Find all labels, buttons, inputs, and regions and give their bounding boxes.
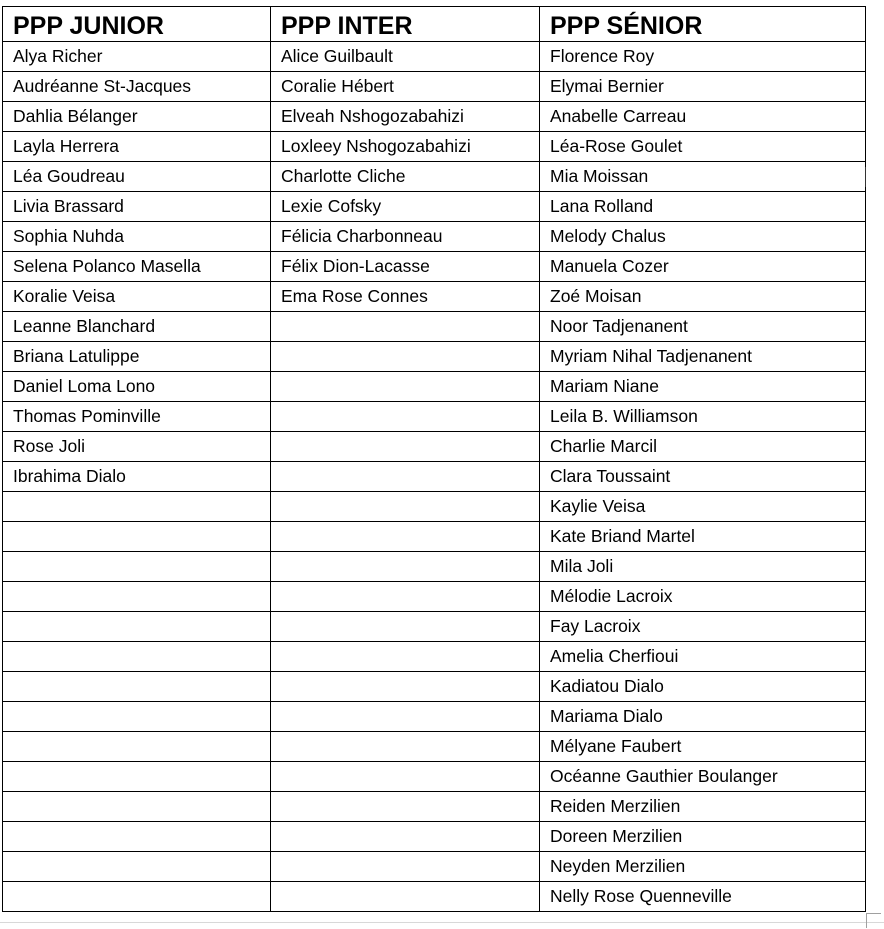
cell-inter [271,432,540,462]
cell-inter [271,852,540,882]
cell-junior [3,822,271,852]
table-row [3,492,866,522]
cell-inter [271,702,540,732]
cell-senior: Zoé Moisan [540,282,866,312]
cell-senior: Léa-Rose Goulet [540,132,866,162]
cell-senior: Mariam Niane [540,372,866,402]
cell-inter [271,672,540,702]
cell-junior [3,792,271,822]
cell-junior: Alya Richer [3,42,271,72]
cell-senior: Myriam Nihal Tadjenanent [540,342,866,372]
cell-inter [271,762,540,792]
table-row [3,612,866,642]
cell-senior: Charlie Marcil [540,432,866,462]
cell-junior: Briana Latulippe [3,342,271,372]
header-ppp-inter: PPP INTER [271,7,540,42]
cell-senior: Amelia Cherfioui [540,642,866,672]
table-row [3,552,866,582]
cell-senior: Kadiatou Dialo [540,672,866,702]
cell-junior [3,852,271,882]
cell-senior: Doreen Merzilien [540,822,866,852]
cell-senior: Clara Toussaint [540,462,866,492]
cell-junior: Thomas Pominville [3,402,271,432]
cell-inter [271,372,540,402]
table-row [3,762,866,792]
cell-junior: Dahlia Bélanger [3,102,271,132]
cell-inter [271,822,540,852]
roster-table [2,6,866,912]
table-row [3,432,866,462]
cell-junior: Layla Herrera [3,132,271,162]
cell-senior: Melody Chalus [540,222,866,252]
cell-inter [271,642,540,672]
table-row [3,642,866,672]
table-row [3,582,866,612]
cell-inter [271,312,540,342]
table-row [3,102,866,132]
cell-inter [271,402,540,432]
cell-junior: Leanne Blanchard [3,312,271,342]
cell-senior: Mariama Dialo [540,702,866,732]
table-row [3,342,866,372]
table-row [3,882,866,912]
cell-junior [3,552,271,582]
cell-junior [3,672,271,702]
table-row [3,282,866,312]
cell-inter [271,522,540,552]
table-row [3,792,866,822]
cell-junior: Koralie Veisa [3,282,271,312]
cell-junior: Audréanne St-Jacques [3,72,271,102]
cell-junior: Selena Polanco Masella [3,252,271,282]
table-row [3,162,866,192]
table-row [3,822,866,852]
cell-senior: Océanne Gauthier Boulanger [540,762,866,792]
text-cursor-mark [865,167,866,187]
cell-senior: Fay Lacroix [540,612,866,642]
cell-senior: Manuela Cozer [540,252,866,282]
cell-senior: Leila B. Williamson [540,402,866,432]
cell-inter: Alice Guilbault [271,42,540,72]
cell-inter [271,612,540,642]
cell-junior [3,732,271,762]
cell-inter [271,582,540,612]
cell-junior [3,582,271,612]
header-ppp-junior: PPP JUNIOR [3,7,271,42]
cell-junior: Sophia Nuhda [3,222,271,252]
table-row [3,402,866,432]
cell-inter [271,492,540,522]
cell-inter: Félicia Charbonneau [271,222,540,252]
table-row [3,732,866,762]
cell-inter: Coralie Hébert [271,72,540,102]
cell-inter [271,882,540,912]
cell-junior [3,492,271,522]
page-corner-mark [866,913,881,928]
cell-inter [271,552,540,582]
cell-inter: Ema Rose Connes [271,282,540,312]
table-row [3,312,866,342]
cell-inter [271,792,540,822]
cell-senior: Florence Roy [540,42,866,72]
cell-senior: Mélodie Lacroix [540,582,866,612]
table-row [3,72,866,102]
table-header [3,7,866,42]
cell-senior: Reiden Merzilien [540,792,866,822]
cell-junior [3,762,271,792]
table-row [3,132,866,162]
cell-senior: Mila Joli [540,552,866,582]
table-row [3,42,866,72]
cell-senior: Elymai Bernier [540,72,866,102]
cell-senior: Mélyane Faubert [540,732,866,762]
cell-inter: Loxleey Nshogozabahizi [271,132,540,162]
cell-senior: Kate Briand Martel [540,522,866,552]
table-row [3,222,866,252]
header-row [3,7,866,42]
cell-inter [271,342,540,372]
cell-senior: Mia Moissan [540,162,866,192]
table-row [3,372,866,402]
cell-junior: Ibrahima Dialo [3,462,271,492]
cell-inter: Lexie Cofsky [271,192,540,222]
table-row [3,192,866,222]
table-row [3,522,866,552]
cell-junior: Rose Joli [3,432,271,462]
cell-junior: Daniel Loma Lono [3,372,271,402]
cell-junior [3,612,271,642]
cell-junior: Livia Brassard [3,192,271,222]
cell-inter: Charlotte Cliche [271,162,540,192]
cell-junior: Léa Goudreau [3,162,271,192]
cell-senior: Anabelle Carreau [540,102,866,132]
cell-inter [271,462,540,492]
header-ppp-senior: PPP SÉNIOR [540,7,866,42]
cell-junior [3,702,271,732]
cell-inter: Félix Dion-Lacasse [271,252,540,282]
page-boundary-line [0,922,884,923]
cell-junior [3,522,271,552]
table-row [3,462,866,492]
cell-junior [3,882,271,912]
table-row [3,252,866,282]
cell-senior: Lana Rolland [540,192,866,222]
cell-senior: Kaylie Veisa [540,492,866,522]
cell-junior [3,642,271,672]
table-row [3,672,866,702]
table-row [3,852,866,882]
table-row [3,702,866,732]
cell-inter: Elveah Nshogozabahizi [271,102,540,132]
table-body [3,42,866,912]
cell-senior: Noor Tadjenanent [540,312,866,342]
cell-senior: Neyden Merzilien [540,852,866,882]
cell-senior: Nelly Rose Quenneville [540,882,866,912]
cell-inter [271,732,540,762]
